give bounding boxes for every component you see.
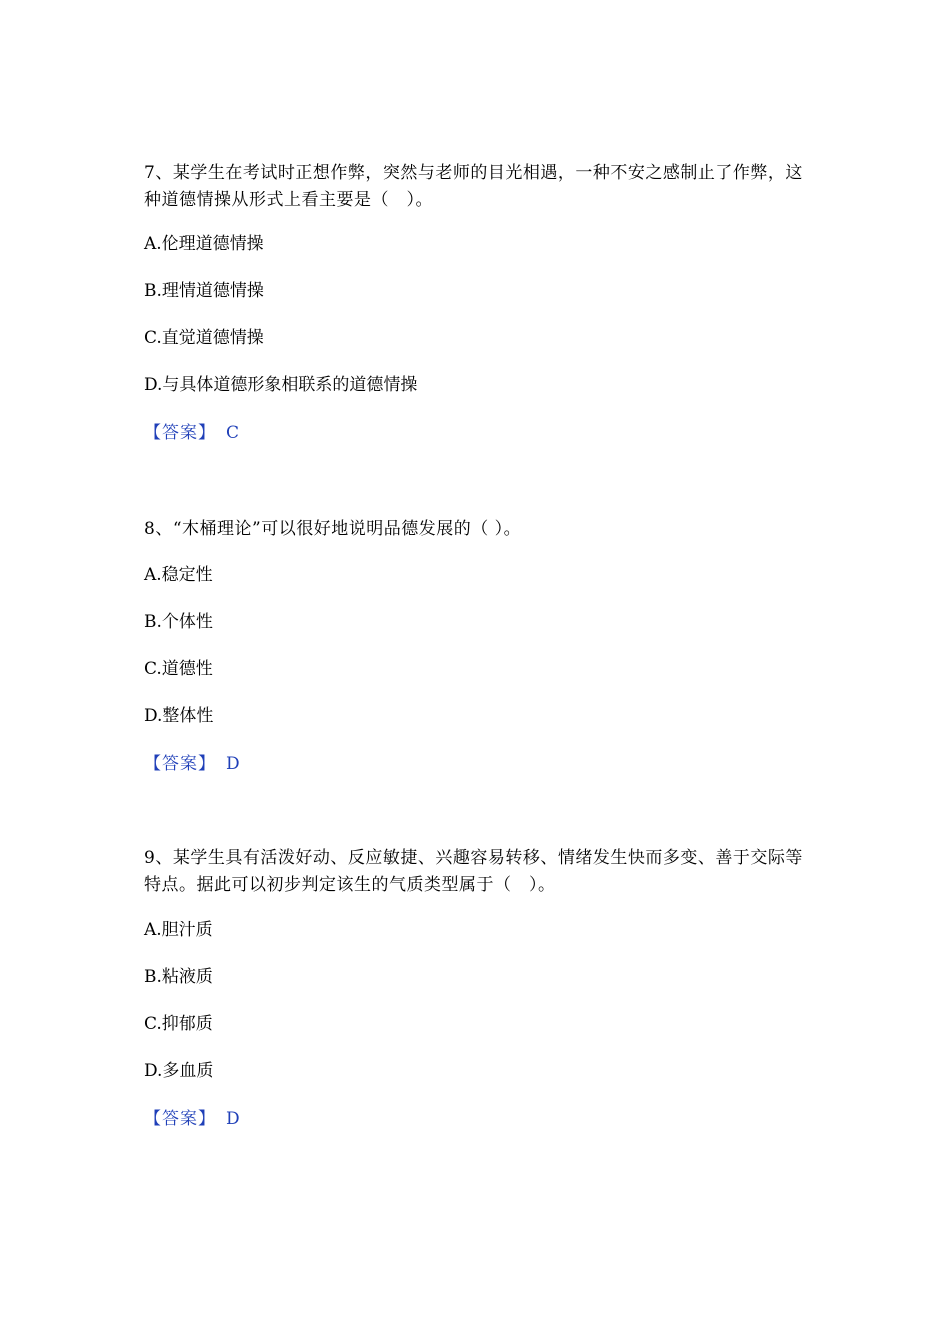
answer-label: 【答案】 xyxy=(144,754,216,774)
question-9 xyxy=(144,845,814,1129)
option-b: B.粘液质 xyxy=(144,967,213,987)
option-b: B.理情道德情操 xyxy=(144,281,264,301)
option-c: C.直觉道德情操 xyxy=(144,328,264,348)
option-d: D.多血质 xyxy=(144,1061,214,1081)
option-a: A.稳定性 xyxy=(144,565,213,585)
answer-line xyxy=(144,753,240,775)
question-7 xyxy=(144,160,814,443)
answer-line xyxy=(144,1108,240,1130)
question-stem: 9、某学生具有活泼好动、反应敏捷、兴趣容易转移、情绪发生快而多变、善于交际等特点。据此可以初步判定该生的气质类型属于（ ）。 xyxy=(144,848,803,895)
option-b: B.个体性 xyxy=(144,612,213,632)
answer-label: 【答案】 xyxy=(144,1109,216,1129)
option-c: C.抑郁质 xyxy=(144,1014,213,1034)
option-d: D.与具体道德形象相联系的道德情操 xyxy=(144,375,418,395)
question-8 xyxy=(144,516,814,774)
answer-label: 【答案】 xyxy=(144,423,216,443)
question-stem: 8、“木桶理论”可以很好地说明品德发展的（ ）。 xyxy=(144,519,522,539)
option-d: D.整体性 xyxy=(144,706,214,726)
option-a: A.伦理道德情操 xyxy=(144,234,264,254)
answer-line xyxy=(144,422,239,444)
answer-value: D xyxy=(226,1109,240,1129)
option-a: A.胆汁质 xyxy=(144,920,213,940)
answer-value: D xyxy=(226,754,240,774)
question-stem: 7、某学生在考试时正想作弊，突然与老师的目光相遇，一种不安之感制止了作弊，这种道德情操从形式上看主要是（ ）。 xyxy=(144,163,803,210)
option-c: C.道德性 xyxy=(144,659,213,679)
answer-value: C xyxy=(226,423,240,443)
